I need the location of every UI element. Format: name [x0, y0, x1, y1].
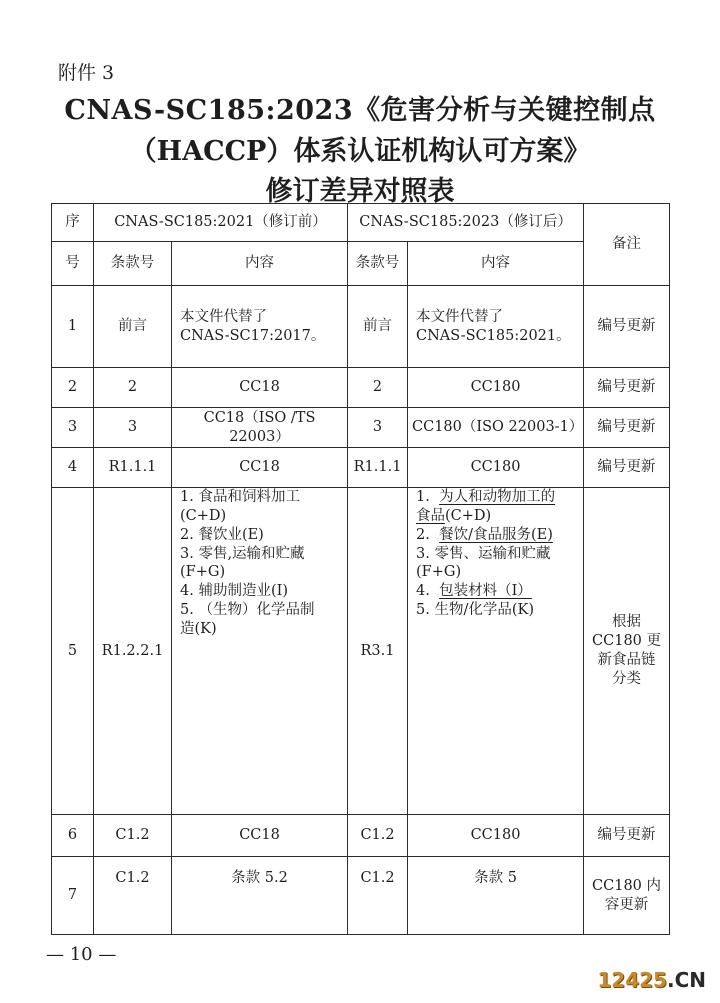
row-seq: 7 [52, 857, 94, 935]
list-item: 4. 辅助制造业(I) [180, 583, 288, 600]
row-old-content: CC18（ISO /TS 22003） [172, 408, 348, 448]
underlined-text: 包装材料（I） [439, 583, 532, 600]
row-seq: 2 [52, 368, 94, 408]
row-old-content-list [172, 488, 348, 815]
row-old-content: CC18 [172, 448, 348, 488]
title-line-2: （HACCP）体系认证机构认可方案》 [129, 136, 591, 167]
row-new-content-list [408, 488, 584, 815]
header-old-clause-no: 条款号 [94, 242, 172, 286]
list-item-number: 1. [416, 489, 430, 505]
header-new-clause-no: 条款号 [348, 242, 408, 286]
row-new-clause: 前言 [348, 286, 408, 368]
list-item: 5. （生物）化学品制 [180, 602, 315, 619]
row-old-clause: C1.2 [94, 815, 172, 857]
header-row-1 [52, 204, 670, 242]
list-item: 1. 食品和饲料加工 [180, 489, 300, 505]
row-new-clause: 3 [348, 408, 408, 448]
remark-line: 分类 [612, 670, 642, 687]
list-item [416, 507, 579, 526]
row-seq: 1 [52, 286, 94, 368]
list-item-number: 4. [416, 583, 430, 600]
list-item [416, 526, 579, 545]
list-item-number: 2. [416, 526, 430, 543]
row-old-clause: C1.2 [94, 857, 172, 935]
row-new-content: CC180 [408, 448, 584, 488]
row-new-content: 条款 5 [408, 857, 584, 935]
row-remark: 编号更新 [584, 408, 670, 448]
site-watermark [597, 968, 706, 992]
row-new-clause: C1.2 [348, 815, 408, 857]
list-item: 3. 零售、运输和贮藏 [416, 545, 551, 562]
row-new-content-line: 本文件代替了 [416, 308, 504, 325]
row-new-content: CC180（ISO 22003-1） [408, 408, 584, 448]
row-old-clause: R1.1.1 [94, 448, 172, 488]
remark-line: CC180 更 [592, 633, 662, 650]
list-item: 2. 餐饮业(E) [180, 526, 264, 543]
row-seq: 3 [52, 408, 94, 448]
list-item: (F+G) [416, 564, 462, 581]
row-old-clause: 前言 [94, 286, 172, 368]
watermark-domain: .CN [666, 968, 706, 992]
remark-line: CC180 内 [592, 877, 662, 894]
header-old-version: CNAS-SC185:2021（修订前） [94, 204, 348, 242]
revision-comparison-table [51, 203, 670, 935]
row-old-content-line: CNAS-SC17:2017。 [180, 327, 326, 344]
row-old-clause: 3 [94, 408, 172, 448]
row-remark: 编号更新 [584, 286, 670, 368]
table-row [52, 488, 670, 815]
list-item: 5. 生物/化学品(K) [416, 602, 534, 619]
list-item [416, 488, 579, 507]
remark-line: 容更新 [604, 896, 649, 913]
row-old-content [172, 286, 348, 368]
row-new-content: CC180 [408, 368, 584, 408]
header-old-content: 内容 [172, 242, 348, 286]
underlined-text: 餐饮/食品服务(E) [439, 526, 553, 543]
table-row [52, 286, 670, 368]
watermark-number: 12425 [597, 968, 667, 992]
attachment-label: 附件 3 [58, 62, 115, 84]
underlined-text: 食品 [416, 507, 446, 524]
underlined-text: 为人和动物加工的 [439, 489, 556, 505]
row-old-content-line: 本文件代替了 [180, 308, 267, 325]
list-item [416, 582, 579, 601]
row-new-clause: 2 [348, 368, 408, 408]
row-old-clause: R1.2.2.1 [94, 488, 172, 815]
list-item: 造(K) [180, 620, 217, 637]
list-item: (F+G) [180, 564, 226, 581]
list-item: (C+D) [180, 507, 227, 524]
row-remark: 编号更新 [584, 448, 670, 488]
row-seq: 6 [52, 815, 94, 857]
title-line-1: CNAS-SC185:2023《危害分析与关键控制点 [64, 95, 656, 126]
row-seq: 5 [52, 488, 94, 815]
row-remark: 编号更新 [584, 815, 670, 857]
row-remark [584, 488, 670, 815]
remark-line: 新食品链 [597, 652, 656, 668]
row-new-clause: R3.1 [348, 488, 408, 815]
header-new-version: CNAS-SC185:2023（修订后） [348, 204, 584, 242]
row-new-content-line: CNAS-SC185:2021。 [416, 327, 571, 344]
header-seq-top: 序 [52, 204, 94, 242]
table-row [52, 815, 670, 857]
row-old-content: 条款 5.2 [172, 857, 348, 935]
table-row [52, 408, 670, 448]
row-remark [584, 857, 670, 935]
header-row-2 [52, 242, 670, 286]
table-row [52, 368, 670, 408]
table-row [52, 857, 670, 935]
row-remark: 编号更新 [584, 368, 670, 408]
row-old-content: CC18 [172, 368, 348, 408]
table-row [52, 448, 670, 488]
list-item: 3. 零售,运输和贮藏 [180, 545, 305, 562]
row-new-clause: R1.1.1 [348, 448, 408, 488]
row-new-content [408, 286, 584, 368]
row-new-content: CC180 [408, 815, 584, 857]
row-seq: 4 [52, 448, 94, 488]
page-number: — 10 — [46, 944, 117, 965]
row-old-clause: 2 [94, 368, 172, 408]
header-seq-bottom: 号 [52, 242, 94, 286]
header-new-content: 内容 [408, 242, 584, 286]
list-item-text: (C+D) [445, 507, 492, 524]
header-remark: 备注 [584, 204, 670, 286]
row-old-content: CC18 [172, 815, 348, 857]
row-new-clause: C1.2 [348, 857, 408, 935]
remark-line: 根据 [612, 614, 642, 631]
title-line-3: 修订差异对照表 [265, 176, 455, 207]
